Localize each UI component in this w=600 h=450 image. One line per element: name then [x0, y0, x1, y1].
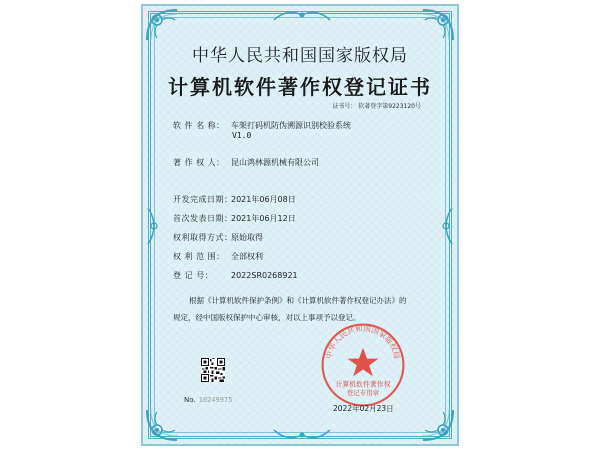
owner-value: 昆山鸿林源机械有限公司 — [231, 158, 319, 167]
corner-ornament-icon — [421, 408, 455, 442]
certificate — [141, 4, 459, 446]
reg-no-value: 2022SR0268921 — [231, 271, 298, 280]
serial-number — [184, 396, 232, 404]
pub-date-row — [173, 213, 296, 224]
owner-label: 著 作 权 人： — [173, 158, 225, 167]
scope-label: 权 利 范 围： — [173, 252, 225, 261]
corner-ornament-icon — [145, 8, 179, 42]
software-name-label: 软 件 名 称： — [173, 121, 225, 130]
scope-row — [173, 251, 263, 262]
serial-value: 10249975 — [198, 396, 233, 404]
acquire-row — [173, 232, 263, 243]
legal-paragraph-line2: 规定，经中国版权保护中心审核，对以上事项予以登记。 — [173, 313, 361, 322]
dev-date-value: 2021年06月08日 — [231, 195, 296, 204]
software-name-value: 车架打码机防伪溯源识别校验系统 — [231, 121, 351, 130]
reg-no-row — [173, 270, 298, 281]
seal-inner-line2: 登记专用章 — [346, 389, 380, 398]
issuing-authority: 中华人民共和国国家版权局 — [192, 46, 408, 66]
dev-date-row — [173, 194, 296, 205]
legal-paragraph — [173, 292, 435, 326]
issue-date: 2022年02月23日 — [333, 404, 394, 413]
top-ornament-icon — [272, 8, 332, 22]
software-version: V1.0 — [232, 131, 252, 140]
pub-date-label: 首次发表日期： — [173, 214, 233, 223]
owner-row — [173, 157, 319, 168]
certificate-number — [332, 101, 421, 110]
side-ornament-icon — [438, 206, 454, 246]
official-seal — [320, 322, 406, 408]
seal-inner-line1: 计算机软件著作权 — [335, 380, 391, 389]
certificate-number-value: 软著登字第9223120号 — [358, 103, 421, 110]
scope-value: 全部权利 — [231, 252, 263, 261]
corner-ornament-icon — [421, 8, 455, 42]
pub-date-value: 2021年06月12日 — [231, 214, 296, 223]
seal-ring-text: 中华人民共和国国家版权局 — [324, 323, 402, 360]
certificate-number-label: 证书号： — [332, 103, 357, 110]
software-name-row — [173, 120, 351, 140]
acquire-value: 原始取得 — [231, 233, 263, 242]
bottom-ornament-icon — [272, 428, 332, 442]
serial-label: No. — [184, 396, 196, 404]
reg-no-label: 登 记 号： — [173, 271, 214, 280]
qr-code-icon — [201, 358, 225, 382]
acquire-label: 权利取得方式： — [173, 233, 233, 242]
seal-star-icon — [348, 348, 379, 376]
certificate-title: 计算机软件著作权登记证书 — [168, 75, 432, 99]
side-ornament-icon — [146, 206, 162, 246]
legal-paragraph-line1: 根据《计算机软件保护条例》和《计算机软件著作权登记办法》的 — [189, 296, 407, 305]
corner-ornament-icon — [145, 408, 179, 442]
dev-date-label: 开发完成日期： — [173, 195, 233, 204]
